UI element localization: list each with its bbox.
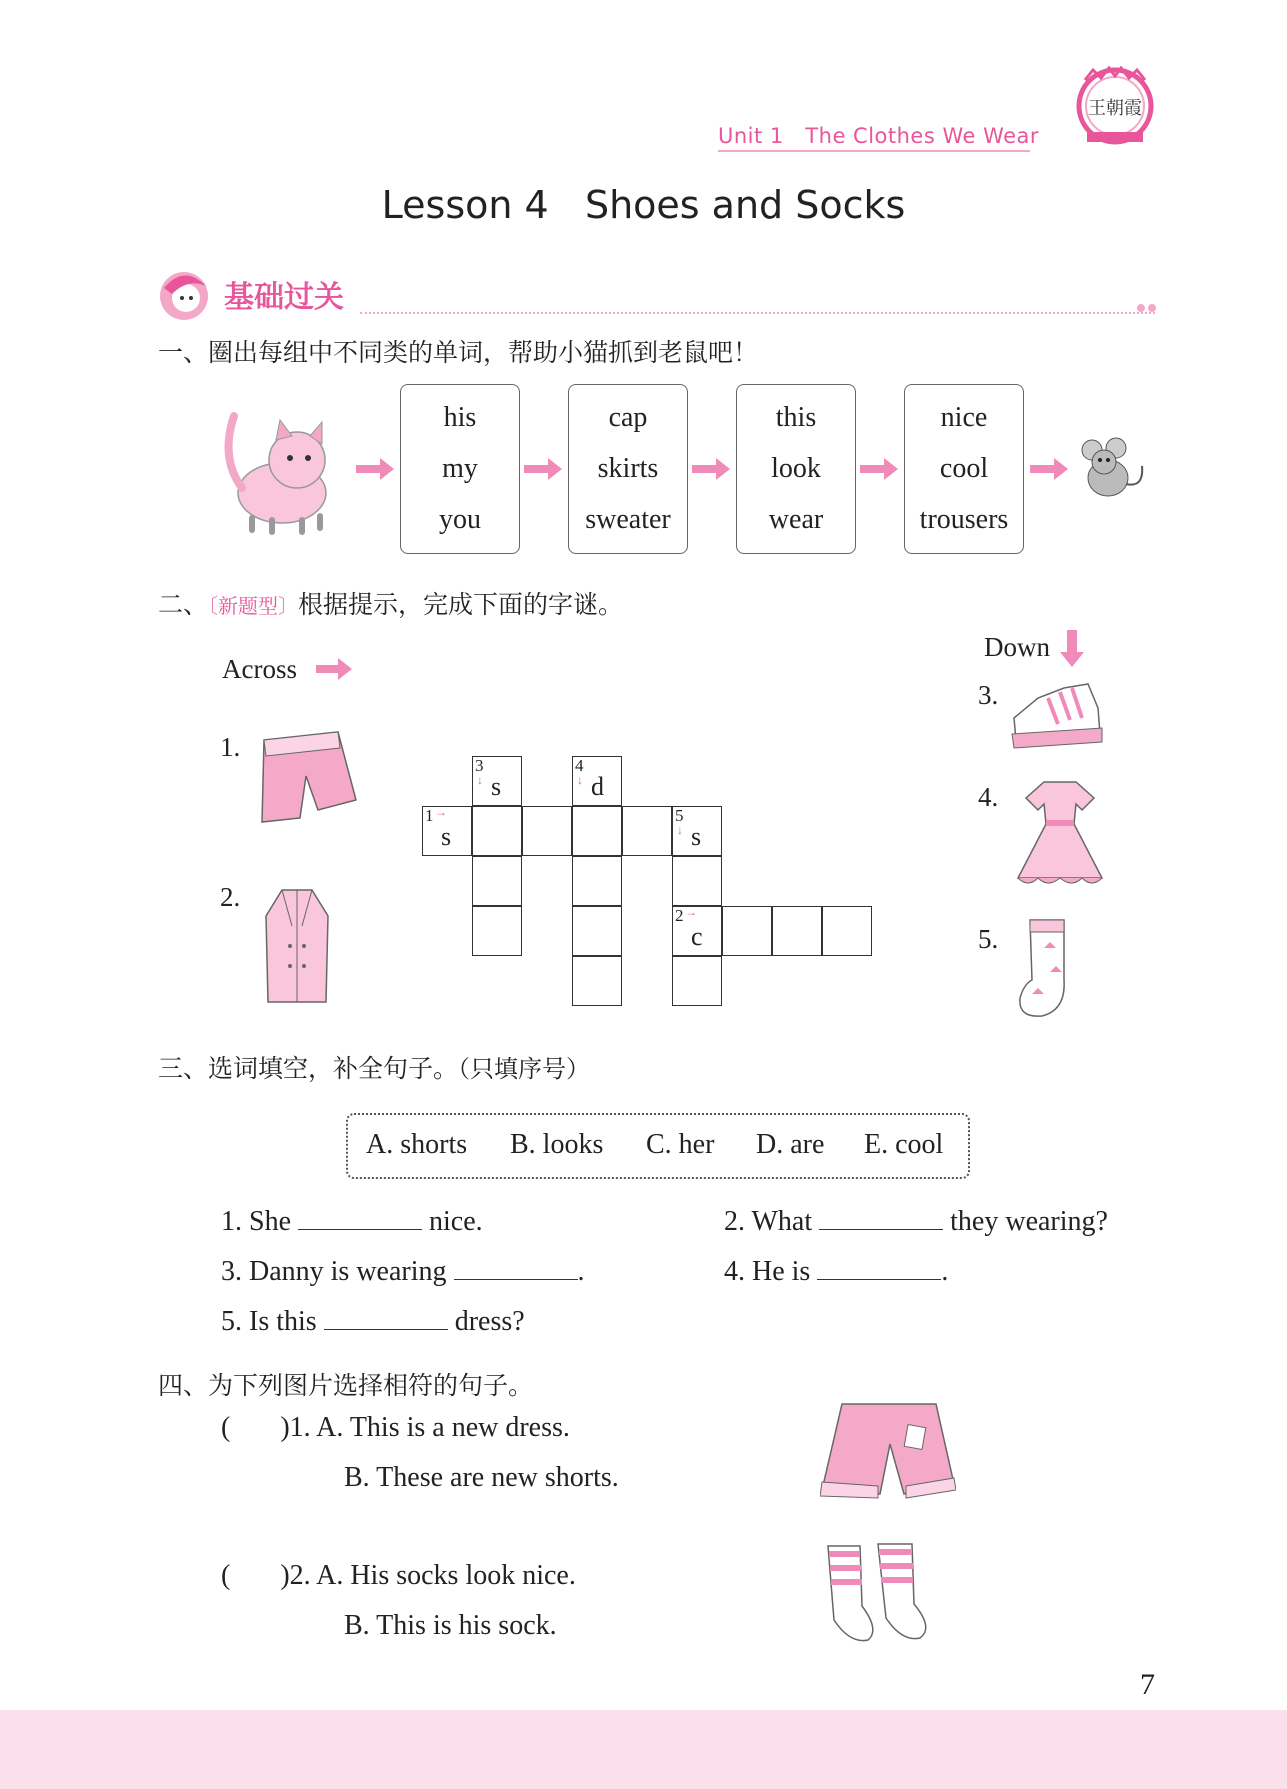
word-group-2: [568, 384, 688, 554]
crossword-cell[interactable]: 3 ↓ s: [472, 756, 522, 806]
answer-blank[interactable]: [454, 1259, 578, 1280]
crossword-cell[interactable]: [472, 806, 522, 856]
answer-blank[interactable]: [817, 1259, 941, 1280]
crossword-cell[interactable]: [572, 906, 622, 956]
sentence-2: 2. What they wearing?: [724, 1206, 1108, 1237]
shorts-icon: [820, 1398, 956, 1502]
word[interactable]: wear: [768, 504, 824, 535]
crossword-cell[interactable]: 5 ↓ s: [672, 806, 722, 856]
lesson-title: Lesson 4 Shoes and Socks: [381, 183, 906, 227]
word[interactable]: nice: [940, 402, 988, 433]
right-arrow-icon: [860, 458, 900, 480]
crossword-cell[interactable]: 2 → c: [672, 906, 722, 956]
brand-seal: [1075, 62, 1155, 150]
unit-header: Unit 1 The Clothes We Wear: [718, 124, 1040, 148]
crossword-cell[interactable]: [822, 906, 872, 956]
right-arrow-icon: [524, 458, 564, 480]
header-rule: [718, 150, 1030, 152]
word-group-4: [904, 384, 1024, 554]
clue-number: 3.: [978, 680, 999, 710]
coat-icon: [262, 886, 332, 1006]
shorts-icon: [252, 730, 358, 830]
word[interactable]: trousers: [919, 504, 1009, 535]
sentence-5: 5. Is this dress?: [221, 1306, 525, 1337]
crossword-cell[interactable]: [572, 856, 622, 906]
word[interactable]: look: [771, 453, 821, 484]
word[interactable]: cool: [939, 453, 989, 484]
option-e: E. cool: [864, 1129, 944, 1160]
q4-item-1: ( )1. A. This is a new dress.: [221, 1412, 570, 1443]
crossword-cell[interactable]: 4 ↓ d: [572, 756, 622, 806]
word[interactable]: cap: [608, 402, 648, 433]
q4-item-2: ( )2. A. His socks look nice.: [221, 1560, 576, 1591]
answer-blank[interactable]: [819, 1209, 943, 1230]
sock-icon: [1014, 918, 1078, 1020]
mouse-icon: [1076, 436, 1150, 506]
seal-icon: [1075, 62, 1155, 150]
answer-paren[interactable]: (: [221, 1560, 231, 1591]
word-group-1: [400, 384, 520, 554]
answer-blank[interactable]: [298, 1209, 422, 1230]
footer-band: [0, 1710, 1287, 1789]
q4-item-2-b: B. This is his sock.: [344, 1610, 557, 1641]
answer-blank[interactable]: [324, 1309, 448, 1330]
crossword-cell[interactable]: [572, 806, 622, 856]
section-divider: [360, 312, 1155, 314]
girl-avatar-icon: [158, 268, 214, 322]
q4-title: 四、为下列图片选择相符的句子。: [158, 1371, 534, 1400]
page-number: 7: [1140, 1668, 1155, 1701]
word[interactable]: you: [439, 504, 481, 535]
word[interactable]: this: [775, 402, 817, 433]
crossword-cell[interactable]: [722, 906, 772, 956]
word[interactable]: skirts: [597, 453, 659, 484]
crossword-cell[interactable]: [572, 956, 622, 1006]
q1-title: 一、圈出每组中不同类的单词，帮助小猫抓到老鼠吧！: [158, 338, 759, 367]
word-group-3: [736, 384, 856, 554]
crossword-cell[interactable]: [672, 856, 722, 906]
clue-number: 4.: [978, 782, 999, 812]
dots-decoration-icon: [1136, 300, 1160, 316]
sentence-4: 4. He is .: [724, 1256, 949, 1287]
new-type-tag: 〔新题型〕: [208, 594, 299, 618]
option-a: A. shorts: [366, 1129, 468, 1160]
word[interactable]: my: [442, 453, 478, 484]
sentence-3: 3. Danny is wearing .: [221, 1256, 585, 1287]
down-label: Down: [984, 632, 1050, 662]
option-b: B. looks: [510, 1129, 604, 1160]
crossword-cell[interactable]: [772, 906, 822, 956]
crossword-cell[interactable]: [472, 856, 522, 906]
clue-number: 5.: [978, 924, 999, 954]
clue-number: 2.: [220, 882, 241, 912]
cat-icon: [212, 398, 352, 538]
q3-title: 三、选词填空，补全句子。（只填序号）: [158, 1054, 591, 1083]
crossword-cell[interactable]: [622, 806, 672, 856]
word[interactable]: his: [443, 402, 477, 433]
right-arrow-icon: [1030, 458, 1070, 480]
word[interactable]: sweater: [585, 504, 671, 535]
crossword-cell[interactable]: [522, 806, 572, 856]
down-arrow-icon: [1060, 630, 1084, 668]
sneaker-icon: [1008, 678, 1104, 750]
svg-text:王朝霞: 王朝霞: [1088, 98, 1142, 119]
dress-icon: [1014, 780, 1106, 890]
crossword-cell[interactable]: [472, 906, 522, 956]
section-title: 基础过关: [224, 280, 344, 315]
right-arrow-icon: [692, 458, 732, 480]
word-bank: [346, 1113, 970, 1179]
socks-icon: [820, 1540, 956, 1646]
clue-number: 1.: [220, 732, 241, 762]
q4-item-1-b: B. These are new shorts.: [344, 1462, 619, 1493]
right-arrow-icon: [356, 458, 396, 480]
option-d: D. are: [756, 1129, 825, 1160]
option-c: C. her: [646, 1129, 715, 1160]
crossword-cell[interactable]: [672, 956, 722, 1006]
sentence-1: 1. She nice.: [221, 1206, 483, 1237]
across-label: Across: [222, 654, 297, 684]
q2-title: 二、〔新题型〕根据提示，完成下面的字谜。: [158, 590, 624, 619]
right-arrow-icon: [316, 658, 354, 680]
answer-paren[interactable]: (: [221, 1412, 231, 1443]
crossword-cell[interactable]: 1 → s: [422, 806, 472, 856]
